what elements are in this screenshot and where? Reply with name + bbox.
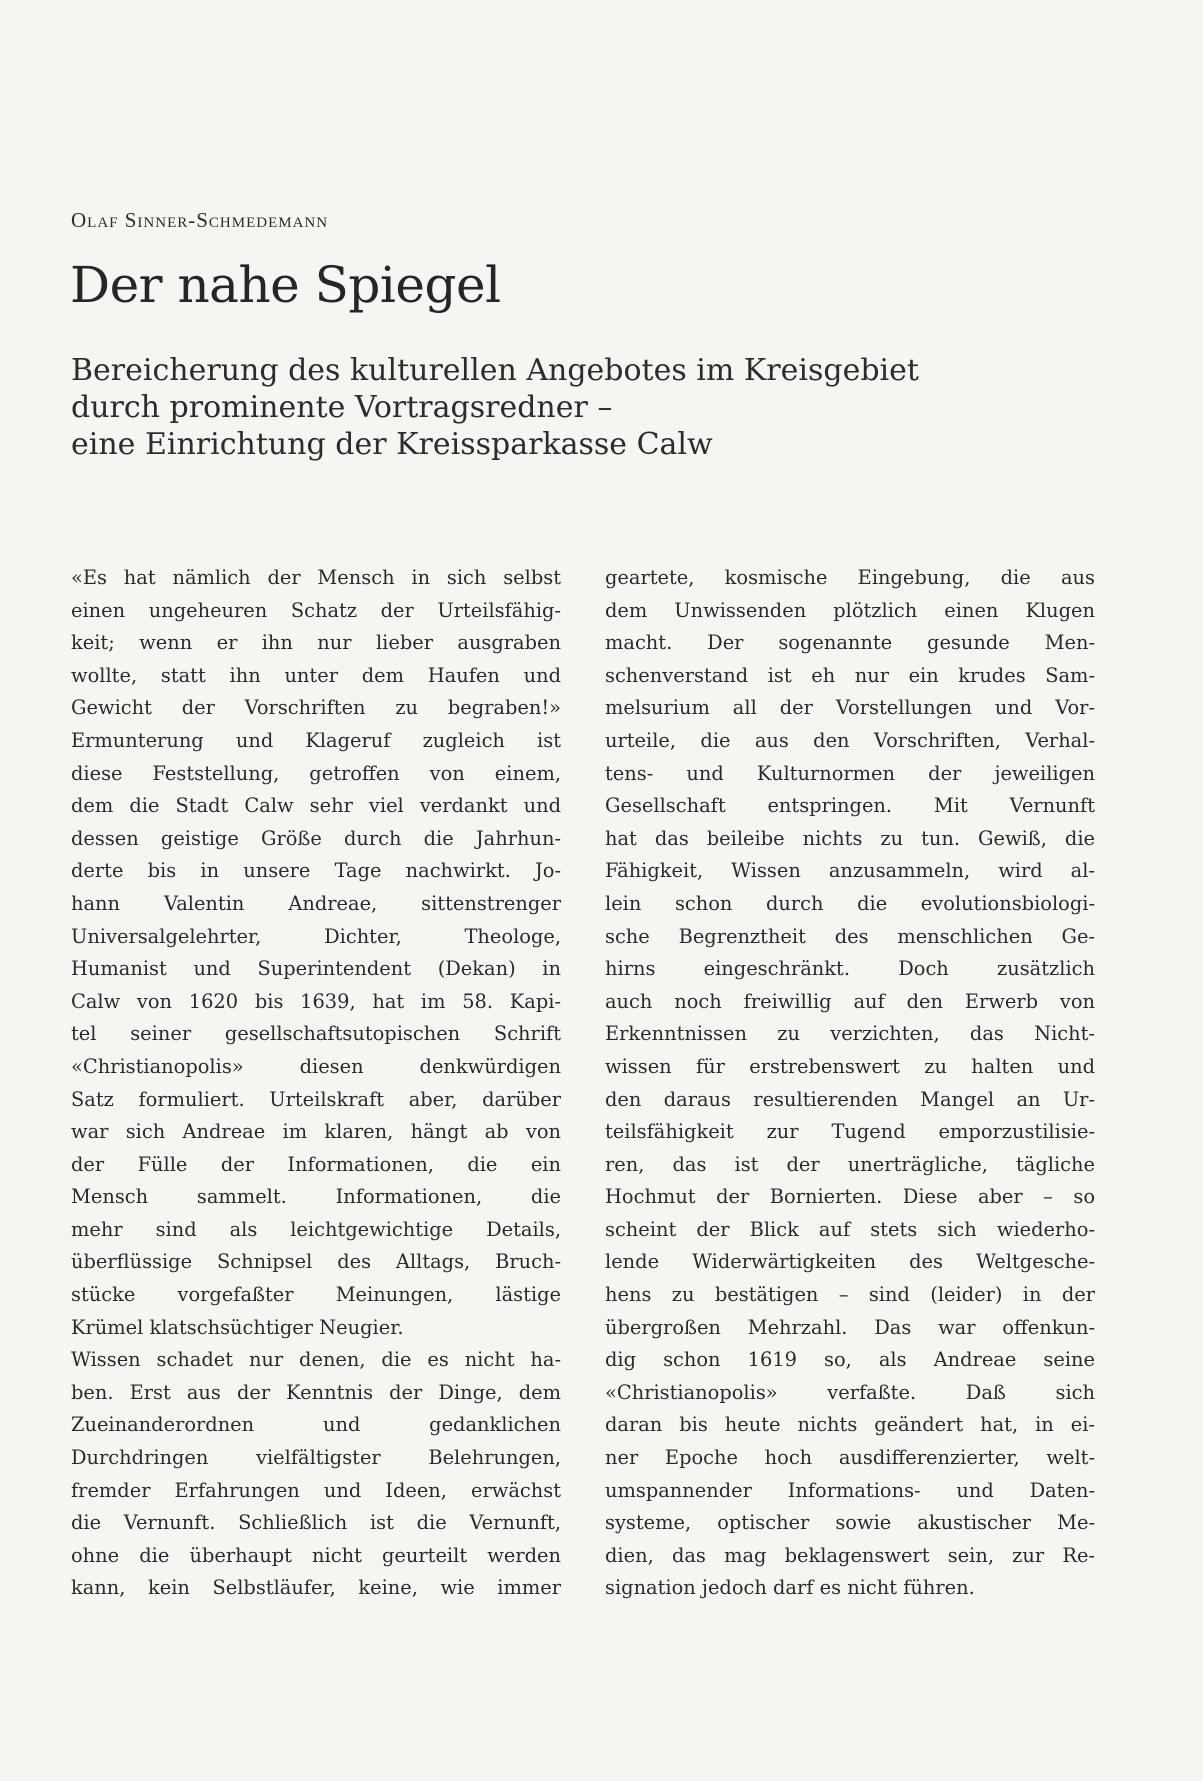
text-line: kann, kein Selbstläufer, keine, wie immer [71, 1576, 561, 1600]
text-line: «Es hat nämlich der Mensch in sich selbst [71, 566, 561, 589]
text-line: derte bis in unsere Tage nachwirkt. Jo- [71, 859, 561, 883]
text-line: hens zu bestätigen – sind (leider) in der [605, 1283, 1095, 1307]
text-line: melsurium all der Vorstellungen und Vor- [605, 696, 1095, 720]
text-line: diese Feststellung, getroffen von einem, [71, 761, 561, 785]
text-line: hat das beileibe nichts zu tun. Gewiß, die [605, 826, 1095, 850]
text-line: dig schon 1619 so, als Andreae seine [605, 1348, 1095, 1372]
text-line: Krümel klatschsüchtiger Neugier. [71, 1315, 404, 1339]
text-line: auch noch freiwillig auf den Erwerb von [605, 989, 1095, 1013]
text-line: stücke vorgefaßter Meinungen, lästige [71, 1283, 561, 1307]
article-title: Der nahe Spiegel [70, 256, 501, 314]
text-line: Hochmut der Bornierten. Diese aber – so [605, 1185, 1095, 1209]
subtitle-line: eine Einrichtung der Kreissparkasse Calw [71, 427, 713, 462]
text-line: «Christianopolis» verfaßte. Daß sich [605, 1380, 1095, 1404]
text-line: keit; wenn er ihn nur lieber ausgraben [71, 631, 561, 655]
text-line: war sich Andreae im klaren, hängt ab von [71, 1120, 561, 1144]
text-line: signation jedoch darf es nicht führen. [605, 1576, 975, 1600]
text-line: dessen geistige Größe durch die Jahrhun- [71, 826, 561, 850]
text-line: Erkenntnissen zu verzichten, das Nicht- [605, 1022, 1095, 1046]
text-line: scheint der Blick auf stets sich wiederho- [605, 1217, 1095, 1241]
text-line: Gewicht der Vorschriften zu begraben!» [71, 696, 561, 720]
text-line: Wissen schadet nur denen, die es nicht ha- [71, 1348, 561, 1372]
text-line: der Fülle der Informationen, die ein [71, 1152, 561, 1176]
text-line: lein schon durch die evolutionsbiologi- [605, 891, 1095, 915]
text-line: den daraus resultierenden Mangel an Ur- [605, 1087, 1095, 1111]
text-line: Humanist und Superintendent (Dekan) in [71, 957, 561, 981]
text-line: wollte, statt ihn unter dem Haufen und [71, 663, 561, 687]
text-line: ben. Erst aus der Kenntnis der Dinge, dem [71, 1380, 561, 1404]
text-line: macht. Der sogenannte gesunde Men- [605, 631, 1095, 655]
text-line: Zueinanderordnen und gedanklichen [71, 1413, 561, 1437]
text-line: hirns eingeschränkt. Doch zusätzlich [605, 957, 1095, 981]
subtitle-line: Bereicherung des kulturellen Angebotes im Kreisgebiet [71, 353, 919, 388]
text-line: ren, das ist der unerträgliche, tägliche [605, 1152, 1095, 1176]
text-line: die Vernunft. Schließlich ist die Vernunft, [71, 1511, 561, 1535]
text-line: Gesellschaft entspringen. Mit Vernunft [605, 794, 1095, 818]
text-line: mehr sind als leichtgewichtige Details, [71, 1217, 561, 1241]
text-line: sche Begrenztheit des menschlichen Ge- [605, 924, 1095, 948]
text-line: tel seiner gesellschaftsutopischen Schrift [71, 1022, 561, 1046]
text-line: dem Unwissenden plötzlich einen Klugen [605, 598, 1095, 622]
text-line: fremder Erfahrungen und Ideen, erwächst [71, 1478, 561, 1502]
text-line: Ermunterung und Klageruf zugleich ist [71, 728, 561, 752]
text-line: Calw von 1620 bis 1639, hat im 58. Kapi- [71, 989, 561, 1013]
text-line: wissen für erstrebenswert zu halten und [605, 1054, 1095, 1078]
text-line: teilsfähigkeit zur Tugend emporzustilisie- [605, 1120, 1095, 1144]
text-line: Satz formuliert. Urteilskraft aber, darüber [71, 1087, 561, 1111]
text-column-left [71, 562, 561, 1605]
article-subtitle [71, 352, 1071, 463]
subtitle-line: durch prominente Vortragsredner – [71, 390, 613, 425]
text-line: daran bis heute nichts geändert hat, in ei- [605, 1413, 1095, 1437]
text-line: «Christianopolis» diesen denkwürdigen [71, 1054, 561, 1078]
text-line: hann Valentin Andreae, sittenstrenger [71, 891, 561, 915]
text-line: urteile, die aus den Vorschriften, Verhal- [605, 728, 1095, 752]
text-line: dem die Stadt Calw sehr viel verdankt und [71, 794, 561, 818]
text-line: lende Widerwärtigkeiten des Weltgesche- [605, 1250, 1095, 1274]
text-line: schenverstand ist eh nur ein krudes Sam- [605, 663, 1095, 687]
text-line: geartete, kosmische Eingebung, die aus [605, 566, 1095, 589]
text-line: ner Epoche hoch ausdifferenzierter, welt- [605, 1446, 1095, 1470]
text-line: dien, das mag beklagenswert sein, zur Re- [605, 1543, 1095, 1567]
text-line: überflüssige Schnipsel des Alltags, Bruch- [71, 1250, 561, 1274]
text-line: übergroßen Mehrzahl. Das war offenkun- [605, 1315, 1095, 1339]
text-column-right [605, 562, 1095, 1605]
text-line: umspannender Informations- und Daten- [605, 1478, 1095, 1502]
text-line: Durchdringen vielfältigster Belehrungen, [71, 1446, 561, 1470]
author-name: Olaf Sinner-Schmedemann [71, 208, 329, 232]
text-line: Fähigkeit, Wissen anzusammeln, wird al- [605, 859, 1095, 883]
text-line: systeme, optischer sowie akustischer Me- [605, 1511, 1095, 1535]
text-line: Universalgelehrter, Dichter, Theologe, [71, 924, 561, 948]
text-line: ohne die überhaupt nicht geurteilt werden [71, 1543, 561, 1567]
text-line: Mensch sammelt. Informationen, die [71, 1185, 561, 1209]
text-line: einen ungeheuren Schatz der Urteilsfähig- [71, 598, 561, 622]
text-line: tens- und Kulturnormen der jeweiligen [605, 761, 1095, 785]
